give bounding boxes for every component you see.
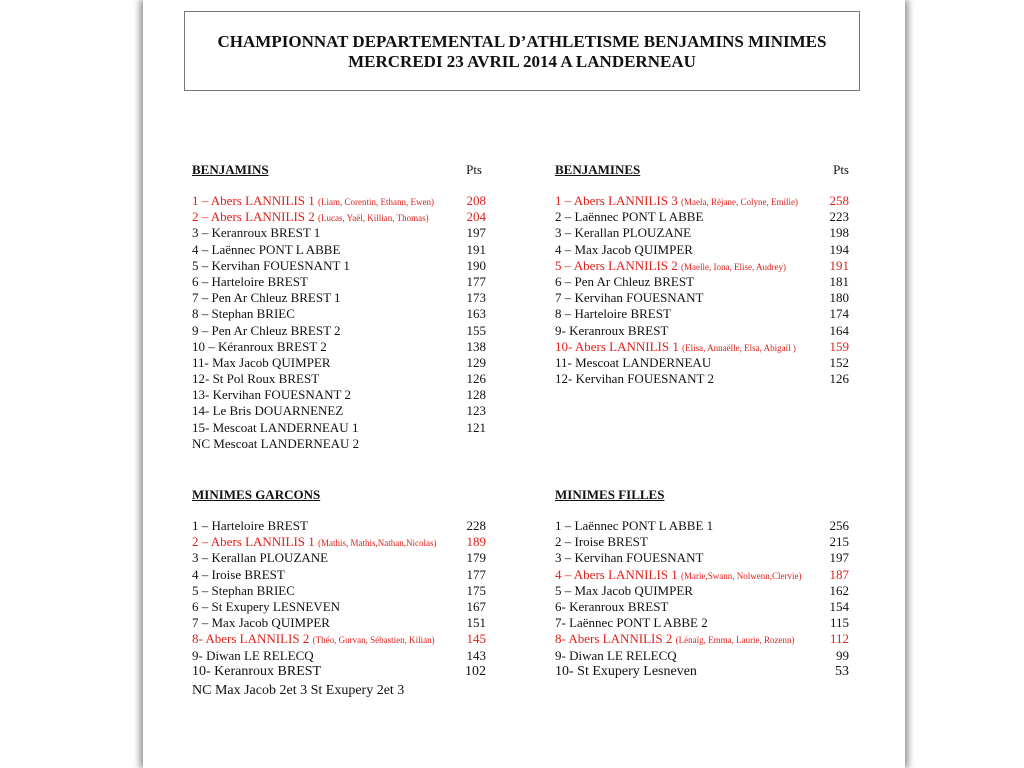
team-name: 5 – Stephan BRIEC bbox=[192, 582, 295, 598]
team-name: 2 – Laënnec PONT L ABBE bbox=[555, 209, 704, 225]
ranking-row bbox=[192, 290, 486, 306]
team-score: 143 bbox=[466, 647, 486, 663]
team-entry bbox=[555, 290, 703, 306]
team-name: 1 – Harteloire BREST bbox=[192, 518, 308, 533]
ranking-row bbox=[192, 403, 486, 419]
team-name: 5 – Kervihan FOUESNANT 1 bbox=[192, 257, 350, 273]
team-name: 3 – Keranroux BREST 1 bbox=[192, 225, 321, 241]
team-entry bbox=[555, 550, 703, 566]
team-name: 8- Abers LANNILIS 2 bbox=[192, 631, 310, 647]
team-score: 126 bbox=[466, 371, 486, 387]
team-name: 2 – Iroise BREST bbox=[555, 534, 648, 550]
team-entry bbox=[192, 420, 358, 436]
team-name: 4 – Max Jacob QUIMPER bbox=[555, 241, 693, 257]
ranking-row bbox=[192, 664, 486, 681]
benjamins-section bbox=[192, 162, 486, 452]
benjamines-list bbox=[555, 193, 849, 387]
team-entry bbox=[555, 225, 691, 241]
team-score: 175 bbox=[466, 582, 486, 598]
team-score: 167 bbox=[466, 598, 486, 614]
team-score: 129 bbox=[466, 354, 486, 370]
team-score: 123 bbox=[466, 403, 486, 419]
team-name: 6 – St Exupery LESNEVEN bbox=[192, 598, 341, 614]
team-name: 12- Kervihan FOUESNANT 2 bbox=[555, 371, 714, 387]
team-entry bbox=[555, 599, 668, 615]
team-entry bbox=[192, 403, 343, 419]
ranking-row bbox=[192, 631, 486, 647]
team-name: 9 – Pen Ar Chleuz BREST 2 bbox=[192, 322, 341, 338]
team-name: 7 – Max Jacob QUIMPER bbox=[192, 615, 330, 631]
athlete-names: (Marie,Swann, Nolwenn,Clervie) bbox=[681, 570, 802, 581]
team-name: 8 – Stephan BRIEC bbox=[192, 306, 295, 322]
ranking-row bbox=[555, 567, 849, 583]
team-entry bbox=[192, 534, 437, 551]
team-score: 189 bbox=[466, 534, 486, 550]
team-entry bbox=[555, 631, 795, 648]
team-entry bbox=[192, 550, 328, 566]
team-score: 126 bbox=[829, 371, 849, 387]
ranking-row bbox=[192, 306, 486, 322]
team-score: 191 bbox=[466, 241, 486, 257]
team-name: 7 – Kervihan FOUESNANT bbox=[555, 290, 704, 306]
team-score: 256 bbox=[829, 518, 849, 533]
team-name: 4 – Iroise BREST bbox=[192, 566, 285, 582]
team-entry bbox=[555, 567, 801, 584]
athlete-names: (Théo, Gurvan, Sébastien, Kilian) bbox=[312, 635, 435, 646]
team-name: 9- Diwan LE RELECQ bbox=[192, 647, 314, 663]
team-score: 151 bbox=[466, 615, 486, 631]
team-name: 6- Keranroux BREST bbox=[555, 598, 669, 614]
team-name: 5 – Max Jacob QUIMPER bbox=[555, 582, 693, 598]
team-entry bbox=[192, 648, 314, 664]
ranking-row bbox=[192, 615, 486, 631]
ranking-row bbox=[555, 664, 849, 681]
ranking-row bbox=[555, 274, 849, 290]
athlete-names: (Liam, Corentin, Ethann, Ewen) bbox=[318, 197, 434, 207]
team-entry bbox=[192, 323, 341, 339]
team-name: 1 – Abers LANNILIS 1 bbox=[192, 193, 315, 208]
team-entry bbox=[192, 387, 351, 403]
team-score: 191 bbox=[829, 257, 849, 273]
ranking-row bbox=[192, 258, 486, 274]
minimes-garcons-list bbox=[192, 518, 486, 681]
team-entry bbox=[192, 631, 435, 648]
team-name: 14- Le Bris DOUARNENEZ bbox=[192, 403, 344, 419]
ranking-row bbox=[192, 599, 486, 615]
benjamins-header bbox=[192, 162, 486, 178]
team-score: 155 bbox=[466, 322, 486, 338]
team-score: 173 bbox=[466, 290, 486, 306]
benjamins-list bbox=[192, 193, 486, 452]
ranking-row bbox=[555, 583, 849, 599]
ranking-row bbox=[192, 534, 486, 550]
team-name: 6 – Harteloire BREST bbox=[192, 273, 308, 289]
team-score: 190 bbox=[466, 257, 486, 273]
team-entry bbox=[555, 258, 786, 275]
benjamines-pts-label: Pts bbox=[833, 162, 849, 177]
ranking-row bbox=[555, 599, 849, 615]
team-score: 228 bbox=[466, 518, 486, 533]
benjamines-section bbox=[555, 162, 849, 387]
team-entry bbox=[192, 274, 308, 290]
team-name: 8 – Harteloire BREST bbox=[555, 306, 671, 322]
team-name: 10- Abers LANNILIS 1 bbox=[555, 338, 679, 354]
ranking-row bbox=[555, 631, 849, 647]
team-score: 162 bbox=[829, 582, 849, 598]
ranking-row bbox=[192, 371, 486, 387]
team-entry bbox=[192, 599, 340, 615]
team-entry bbox=[555, 371, 714, 387]
ranking-row bbox=[555, 209, 849, 225]
team-score: 53 bbox=[835, 663, 849, 679]
team-entry bbox=[192, 583, 295, 599]
team-score: 204 bbox=[466, 209, 486, 225]
team-name: NC Mescoat LANDERNEAU 2 bbox=[192, 435, 360, 451]
ranking-row bbox=[555, 258, 849, 274]
team-name: 3 – Kerallan PLOUZANE bbox=[555, 225, 692, 241]
ranking-row bbox=[555, 355, 849, 371]
athlete-names: (Lénaïg, Emma, Laurie, Rozenn) bbox=[675, 635, 795, 646]
ranking-row bbox=[192, 274, 486, 290]
team-name: 2 – Abers LANNILIS 2 bbox=[192, 209, 315, 225]
team-entry bbox=[555, 242, 693, 258]
team-score: 102 bbox=[465, 663, 486, 679]
team-name: 9- Keranroux BREST bbox=[555, 322, 669, 338]
benjamines-heading: BENJAMINES bbox=[555, 162, 641, 177]
team-score: 194 bbox=[829, 241, 849, 257]
team-entry bbox=[555, 615, 708, 631]
athlete-names: (Mathis, Mathis,Nathan,Nicolas) bbox=[318, 538, 437, 549]
team-score: 159 bbox=[829, 338, 849, 354]
ranking-row bbox=[555, 290, 849, 306]
minimes-filles-header bbox=[555, 487, 849, 503]
team-score: 121 bbox=[466, 419, 486, 435]
title-box bbox=[184, 11, 860, 91]
athlete-names: (Maela, Réjane, Colyne, Emilie) bbox=[681, 197, 798, 207]
team-name: 12- St Pol Roux BREST bbox=[192, 371, 320, 387]
team-score: 138 bbox=[466, 338, 486, 354]
ranking-row bbox=[555, 550, 849, 566]
team-name: 15- Mescoat LANDERNEAU 1 bbox=[192, 419, 359, 435]
team-score: 198 bbox=[829, 225, 849, 241]
minimes-garcons-heading: MINIMES GARCONS bbox=[192, 487, 321, 502]
benjamins-heading: BENJAMINS bbox=[192, 162, 269, 177]
ranking-row bbox=[192, 193, 486, 209]
team-name: 11- Max Jacob QUIMPER bbox=[192, 354, 331, 370]
team-entry bbox=[192, 306, 295, 322]
team-entry bbox=[192, 225, 320, 241]
team-entry bbox=[192, 355, 331, 371]
ranking-row bbox=[555, 518, 849, 534]
team-entry bbox=[192, 193, 434, 210]
team-entry bbox=[555, 274, 694, 290]
title-line-1: CHAMPIONNAT DEPARTEMENTAL D’ATHLETISME BENJAMINS MINIMES bbox=[217, 32, 827, 51]
ranking-row bbox=[555, 615, 849, 631]
team-name: 1 – Laënnec PONT L ABBE 1 bbox=[555, 518, 714, 533]
ranking-row bbox=[192, 567, 486, 583]
team-name: 3 – Kervihan FOUESNANT bbox=[555, 550, 704, 566]
ranking-row bbox=[192, 387, 486, 403]
team-score: 174 bbox=[829, 306, 849, 322]
team-entry bbox=[192, 436, 359, 452]
minimes-filles-section bbox=[555, 487, 849, 681]
team-score: 99 bbox=[836, 647, 849, 663]
team-entry bbox=[192, 339, 327, 355]
team-score: 179 bbox=[466, 550, 486, 566]
team-score: 115 bbox=[829, 615, 849, 631]
minimes-filles-heading: MINIMES FILLES bbox=[555, 487, 665, 502]
minimes-filles-list bbox=[555, 518, 849, 681]
team-score: 223 bbox=[829, 209, 849, 225]
team-name: 7- Laënnec PONT L ABBE 2 bbox=[555, 615, 708, 631]
team-name: 2 – Abers LANNILIS 1 bbox=[192, 534, 315, 550]
ranking-row bbox=[555, 371, 849, 387]
ranking-row bbox=[555, 193, 849, 209]
ranking-row bbox=[192, 518, 486, 534]
team-score: 152 bbox=[829, 354, 849, 370]
team-entry bbox=[555, 518, 713, 534]
ranking-row bbox=[192, 339, 486, 355]
ranking-row bbox=[192, 355, 486, 371]
ranking-row bbox=[192, 436, 486, 452]
team-entry bbox=[192, 567, 285, 583]
team-score: 154 bbox=[829, 598, 849, 614]
ranking-row bbox=[555, 242, 849, 258]
team-score: 197 bbox=[829, 550, 849, 566]
team-name: 6 – Pen Ar Chleuz BREST bbox=[555, 273, 695, 289]
team-name: 9- Diwan LE RELECQ bbox=[555, 647, 677, 663]
team-name: 11- Mescoat LANDERNEAU bbox=[555, 354, 712, 370]
team-entry bbox=[192, 371, 319, 387]
team-name: 1 – Abers LANNILIS 3 bbox=[555, 193, 678, 208]
team-score: 197 bbox=[466, 225, 486, 241]
team-name: 10 – Kéranroux BREST 2 bbox=[192, 338, 327, 354]
benjamins-pts-label: Pts bbox=[466, 162, 482, 177]
ranking-row bbox=[192, 420, 486, 436]
team-entry bbox=[192, 258, 350, 274]
ranking-row bbox=[555, 225, 849, 241]
team-name: 3 – Kerallan PLOUZANE bbox=[192, 550, 329, 566]
ranking-row bbox=[192, 225, 486, 241]
ranking-row bbox=[192, 323, 486, 339]
team-name: 4 – Laënnec PONT L ABBE bbox=[192, 241, 341, 257]
team-entry bbox=[192, 615, 330, 631]
team-score: 215 bbox=[829, 534, 849, 550]
team-name: 7 – Pen Ar Chleuz BREST 1 bbox=[192, 290, 341, 306]
team-name: 8- Abers LANNILIS 2 bbox=[555, 631, 673, 647]
team-score: 180 bbox=[829, 290, 849, 306]
team-entry bbox=[192, 518, 308, 534]
team-entry bbox=[555, 339, 796, 356]
ranking-row bbox=[555, 648, 849, 664]
team-name: 4 – Abers LANNILIS 1 bbox=[555, 566, 678, 582]
team-score: 112 bbox=[829, 631, 849, 647]
ranking-row bbox=[192, 209, 486, 225]
team-entry bbox=[192, 209, 429, 226]
team-score: 128 bbox=[466, 387, 486, 403]
team-score: 187 bbox=[829, 566, 849, 582]
team-entry bbox=[555, 648, 677, 664]
athlete-names: (Maelle, Iona, Elise, Audrey) bbox=[681, 261, 786, 272]
team-name: 5 – Abers LANNILIS 2 bbox=[555, 257, 678, 273]
benjamines-header bbox=[555, 162, 849, 178]
team-entry bbox=[192, 664, 321, 680]
team-score: 163 bbox=[466, 306, 486, 322]
ranking-row bbox=[192, 583, 486, 599]
team-score: 258 bbox=[829, 193, 849, 208]
ranking-row bbox=[192, 550, 486, 566]
ranking-row bbox=[555, 323, 849, 339]
team-entry bbox=[555, 323, 668, 339]
ranking-row bbox=[555, 339, 849, 355]
minimes-garcons-note: NC Max Jacob 2et 3 St Exupery 2et 3 bbox=[192, 683, 405, 698]
team-entry bbox=[192, 242, 340, 258]
ranking-row bbox=[555, 306, 849, 322]
athlete-names: (Elisa, Annaëlle, Elsa, Abigaïl ) bbox=[682, 342, 796, 353]
team-entry bbox=[555, 193, 798, 210]
ranking-row bbox=[555, 534, 849, 550]
team-entry bbox=[555, 355, 711, 371]
team-score: 164 bbox=[829, 322, 849, 338]
team-score: 177 bbox=[466, 273, 486, 289]
team-name: 10- St Exupery Lesneven bbox=[555, 663, 697, 679]
team-score: 145 bbox=[466, 631, 486, 647]
team-name: 10- Keranroux BREST bbox=[192, 663, 322, 679]
title-line-2: MERCREDI 23 AVRIL 2014 A LANDERNEAU bbox=[348, 52, 696, 71]
minimes-garcons-section bbox=[192, 487, 486, 681]
team-entry bbox=[555, 664, 697, 680]
team-entry bbox=[555, 306, 671, 322]
team-entry bbox=[555, 209, 703, 225]
team-score: 181 bbox=[829, 273, 849, 289]
team-entry bbox=[555, 534, 648, 550]
ranking-row bbox=[192, 242, 486, 258]
minimes-garcons-header bbox=[192, 487, 486, 503]
team-entry bbox=[192, 290, 341, 306]
team-name: 13- Kervihan FOUESNANT 2 bbox=[192, 387, 351, 403]
team-score: 177 bbox=[466, 566, 486, 582]
ranking-row bbox=[192, 648, 486, 664]
team-entry bbox=[555, 583, 693, 599]
team-score: 208 bbox=[466, 193, 486, 208]
athlete-names: (Lucas, Yaël, Killian, Thomas) bbox=[318, 213, 429, 224]
